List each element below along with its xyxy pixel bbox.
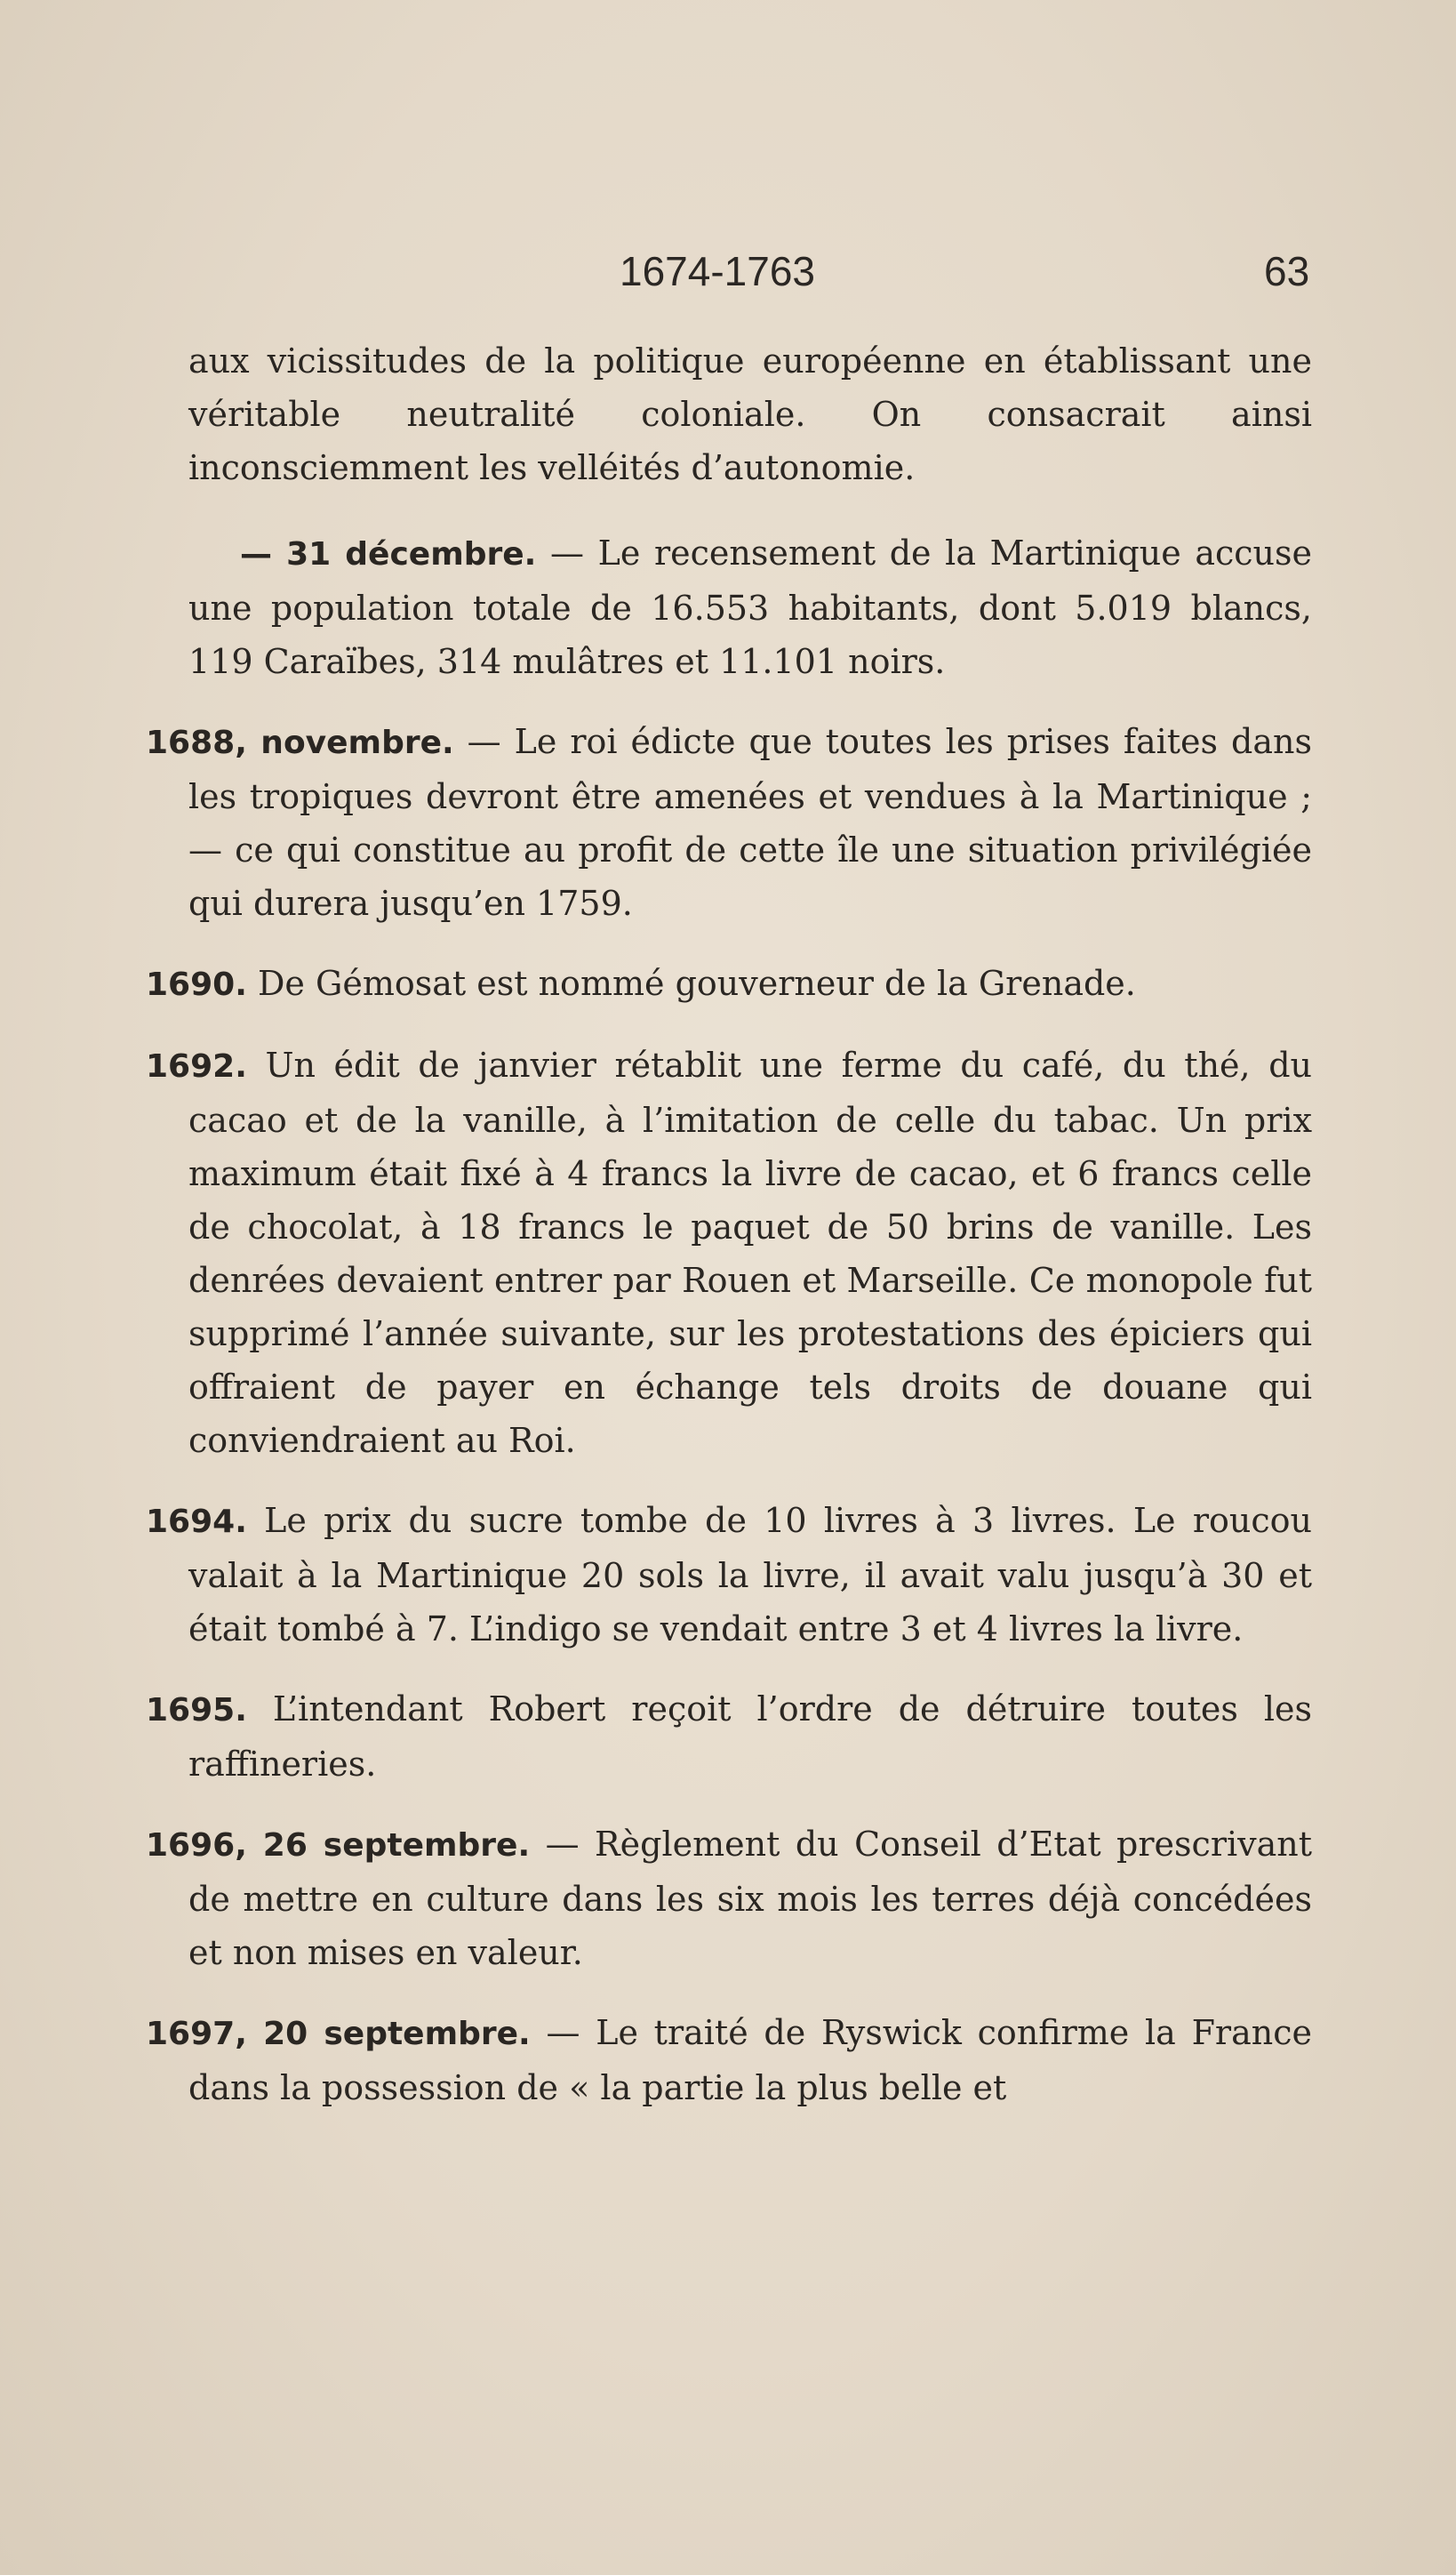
entry-date: 1696, 26 septembre. [146, 1827, 531, 1864]
entry-date: 1692. [146, 1048, 247, 1085]
entry-1692 [146, 1039, 1312, 1467]
entry-text: — Règlement du Conseil d’Etat prescrivant de mettre en culture dans les six mois les terres déjà concédées et non mises en valeur. [188, 1825, 1312, 1972]
paragraph-continuation [146, 334, 1312, 494]
entry-1696 [146, 1817, 1312, 1979]
entry-date: — 31 décembre. [240, 536, 537, 573]
entry-1697 [146, 2006, 1312, 2114]
entry-date: 1694. [146, 1504, 247, 1540]
entry-date: 1690. [146, 967, 247, 1003]
running-title: 1674-1763 [620, 248, 815, 294]
page-body [146, 334, 1312, 2114]
entry-text: — Le roi édicte que toutes les prises faites dans les tropiques devront être amenées et vendues à la Martinique ; — ce qui constitue au profit de cette île une situation privilégiée qui durera jusqu’en 1759. [188, 722, 1312, 923]
entry-1690 [146, 957, 1312, 1012]
entry-text: — Le traité de Ryswick confirme la France dans la possession de « la partie la plus belle et [188, 2013, 1312, 2107]
entry-text: L’intendant Robert reçoit l’ordre de détruire toutes les raffineries. [188, 1689, 1312, 1784]
entry-31-decembre [146, 526, 1312, 688]
entry-date: 1697, 20 septembre. [146, 2016, 531, 2052]
entry-date: 1695. [146, 1692, 247, 1729]
entry-text: Le prix du sucre tombe de 10 livres à 3 livres. Le roucou valait à la Martinique 20 sols la livre, il avait valu jusqu’à 30 et était tombé à 7. L’indigo se vendait entre 3 et 4 livres la livre. [188, 1501, 1312, 1648]
entry-text: De Gémosat est nommé gouverneur de la Grenade. [246, 964, 1136, 1003]
entry-1695 [146, 1682, 1312, 1791]
entry-text: — Le recensement de la Martinique accuse une population totale de 16.553 habitants, dont 5.019 blancs, 119 Caraïbes, 314 mulâtres et 11.101 noirs. [188, 533, 1312, 681]
running-header [0, 247, 1456, 301]
entry-date: 1688, novembre. [146, 725, 454, 761]
paragraph-text: aux vicissitudes de la politique européenne en établissant une véritable neutralité coloniale. On consacrait ainsi inconsciemment les velléités d’autonomie. [188, 341, 1312, 487]
entry-text: Un édit de janvier rétablit une ferme du café, du thé, du cacao et de la vanille, à l’imitation de celle du tabac. Un prix maximum était fixé à 4 francs la livre de cacao, et 6 francs celle de chocolat, à 18 francs le paquet de 50 brins de vanille. Les denrées devaient entrer par Rouen et Marseille. Ce monopole fut supprimé l’année suivante, sur les protestations des épiciers qui offraient de payer en échange tels droits de douane qui conviendraient au Roi. [188, 1046, 1312, 1460]
entry-1694 [146, 1494, 1312, 1656]
page-number: 63 [1264, 248, 1310, 294]
entry-1688 [146, 715, 1312, 930]
